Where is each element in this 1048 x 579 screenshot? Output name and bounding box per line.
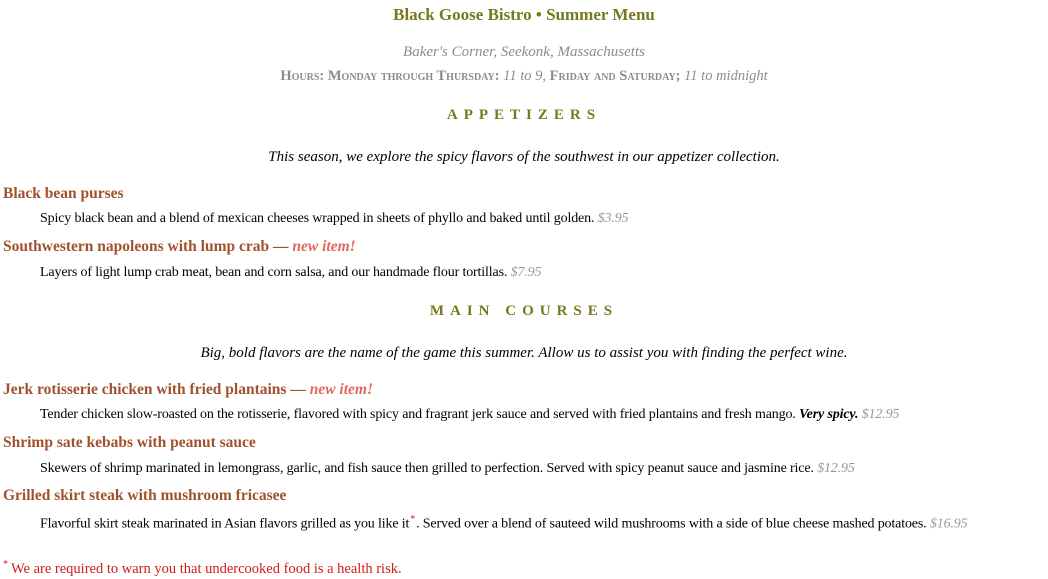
dish-jerk-rotisserie-chicken bbox=[0, 381, 1048, 424]
dish-name bbox=[0, 381, 1048, 400]
dish-name: Grilled skirt steak with mushroom fricasee bbox=[3, 487, 287, 505]
dish-name: Black bean purses bbox=[3, 184, 124, 202]
appetizers-intro: This season, we explore the spicy flavors of the southwest in our appetizer collection. bbox=[268, 148, 780, 165]
hours-days-2: Friday and Saturday; bbox=[549, 68, 681, 85]
dish-description bbox=[40, 407, 1048, 424]
appetizers-section-heading: APPETIZERS bbox=[446, 106, 602, 123]
footnote-marker-icon: * bbox=[410, 513, 416, 525]
dish-black-bean-purses bbox=[0, 185, 1048, 228]
spicy-note: Very spicy. bbox=[799, 407, 859, 423]
new-item-badge: new item! bbox=[309, 380, 373, 398]
dish-description-text-after: . Served over a blend of sauteed wild mushrooms with a side of blue cheese mashed potatoes. bbox=[416, 516, 927, 532]
menu-page bbox=[0, 5, 1048, 579]
hours-line bbox=[0, 68, 1048, 85]
dish-name-text: Southwestern napoleons with lump crab — bbox=[3, 238, 289, 256]
dish-description bbox=[40, 211, 1048, 228]
health-warning-footnote bbox=[0, 559, 1048, 578]
dish-description bbox=[40, 265, 1048, 282]
dish-description-text: Tender chicken slow-roasted on the rotisserie, flavored with spicy and fragrant jerk sauce and served with fried plantains and fresh mango. bbox=[40, 407, 796, 423]
hours-label: Hours: bbox=[280, 68, 325, 85]
footnote-marker-icon: * bbox=[3, 559, 8, 571]
page-title: Black Goose Bistro • Summer Menu bbox=[393, 5, 655, 24]
main-courses-section-heading: MAIN COURSES bbox=[429, 302, 619, 319]
dish-price: $16.95 bbox=[929, 516, 968, 532]
hours-days-1: Monday through Thursday: bbox=[327, 68, 500, 85]
dish-price: $12.95 bbox=[861, 407, 900, 423]
dish-price: $12.95 bbox=[817, 460, 855, 476]
dish-southwestern-napoleons bbox=[0, 238, 1048, 281]
restaurant-address: Baker's Corner, Seekonk, Massachusetts bbox=[403, 44, 645, 61]
dish-name bbox=[0, 238, 1048, 257]
dish-description-text: Layers of light lump crab meat, bean and corn salsa, and our handmade flour tortillas. bbox=[40, 264, 508, 280]
dish-name: Shrimp sate kebabs with peanut sauce bbox=[3, 433, 256, 451]
dish-description bbox=[40, 461, 1048, 478]
dish-description-text: Spicy black bean and a blend of mexican cheeses wrapped in sheets of phyllo and baked until golden. bbox=[40, 211, 595, 227]
dish-price: $7.95 bbox=[510, 264, 542, 280]
dish-name-text: Jerk rotisserie chicken with fried plantains — bbox=[3, 380, 306, 398]
dish-shrimp-sate-kebabs bbox=[0, 434, 1048, 477]
hours-time-1: 11 to 9, bbox=[503, 68, 546, 85]
dish-description bbox=[40, 514, 1048, 533]
dish-price: $3.95 bbox=[597, 211, 629, 227]
dish-grilled-skirt-steak bbox=[0, 487, 1048, 533]
dish-description-text-before: Flavorful skirt steak marinated in Asian flavors grilled as you like it bbox=[40, 516, 410, 532]
main-courses-intro: Big, bold flavors are the name of the game this summer. Allow us to assist you with finding the perfect wine. bbox=[200, 344, 848, 361]
dish-description-text: Skewers of shrimp marinated in lemongrass, garlic, and fish sauce then grilled to perfection. Served with spicy peanut sauce and jasmine rice. bbox=[40, 460, 814, 476]
footnote-text: We are required to warn you that undercooked food is a health risk. bbox=[11, 561, 402, 578]
hours-time-2: 11 to midnight bbox=[684, 68, 768, 85]
new-item-badge: new item! bbox=[292, 238, 356, 256]
